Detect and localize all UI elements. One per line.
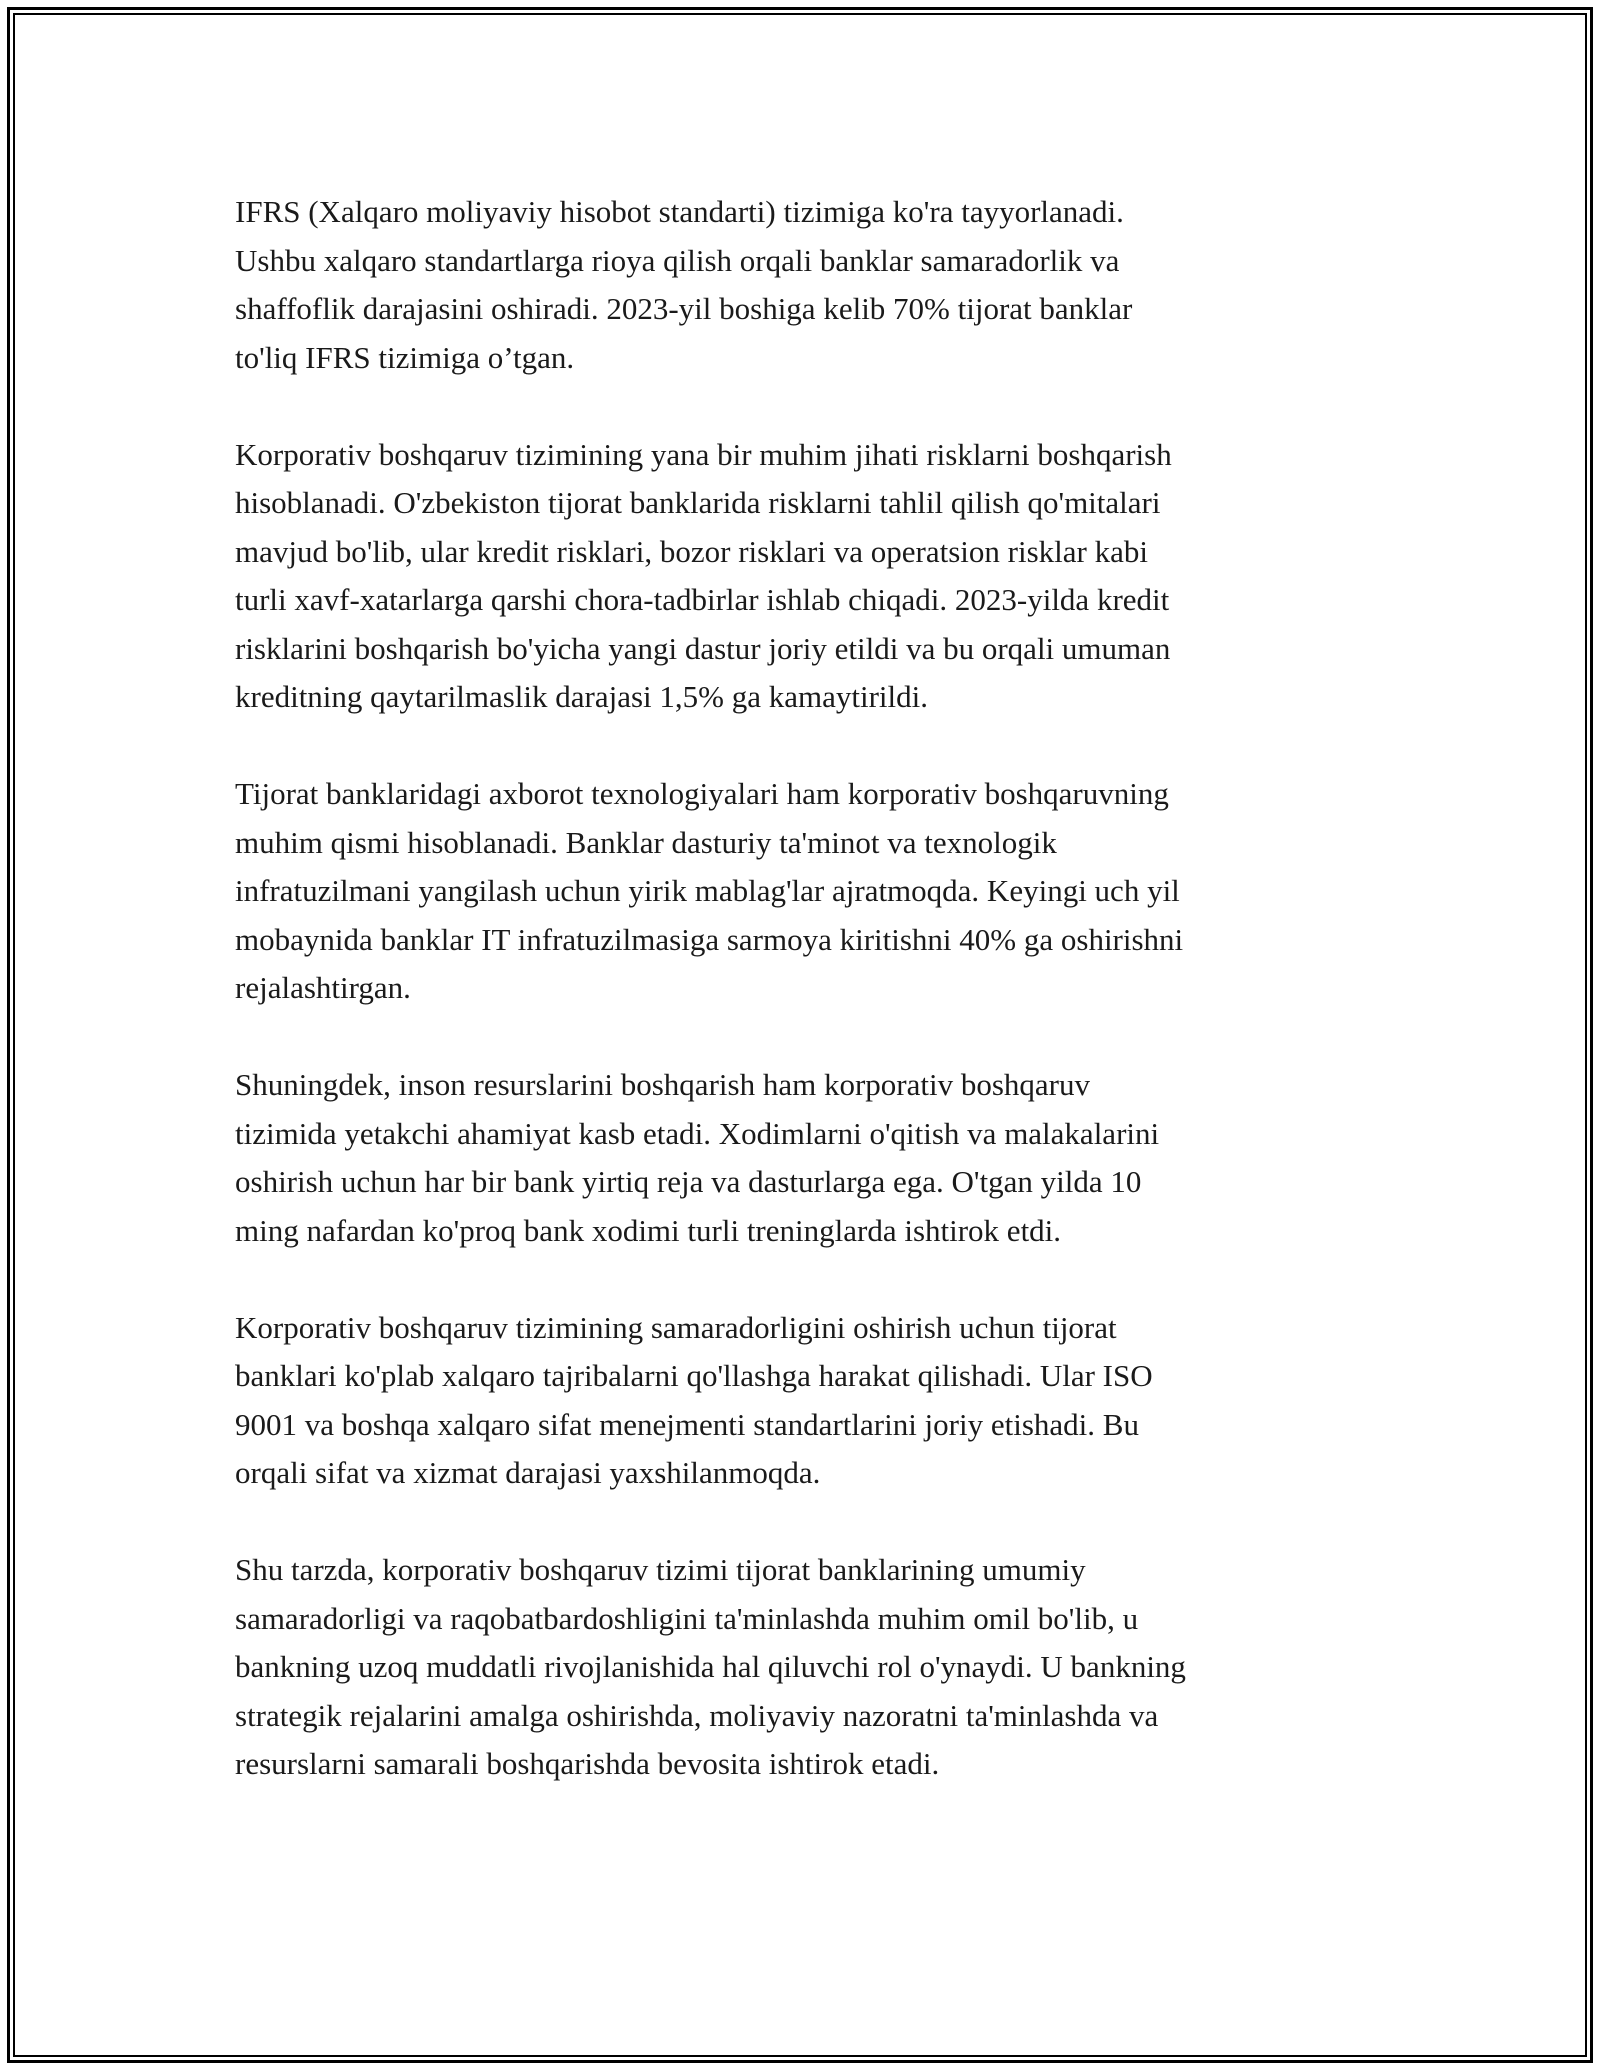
text-line: bankning uzoq muddatli rivojlanishida hal qiluvchi rol o'ynaydi. U bankning	[235, 1649, 1186, 1684]
text-line: risklarini boshqarish bo'yicha yangi dastur joriy etildi va bu orqali umuman	[235, 630, 1171, 666]
text-line: samaradorligi va raqobatbardoshligini ta'minlashda muhim omil bo'lib, u	[235, 1600, 1139, 1636]
text-line: Shu tarzda, korporativ boshqaruv tizimi tijorat banklarining umumiy	[235, 1552, 1086, 1587]
paragraph	[235, 1546, 1375, 1789]
text-line: tizimida yetakchi ahamiyat kasb etadi. Xodimlarni o'qitish va malakalarini	[235, 1115, 1160, 1151]
text-line: turli xavf-xatarlarga qarshi chora-tadbirlar ishlab chiqadi. 2023-yilda kredit	[235, 582, 1170, 617]
text-line: 9001 va boshqa xalqaro sifat menejmenti standartlarini joriy etishadi. Bu	[235, 1406, 1139, 1442]
text-line: Korporativ boshqaruv tizimining yana bir muhim jihati risklarni boshqarish	[235, 436, 1172, 472]
text-line: muhim qismi hisoblanadi. Banklar dasturiy ta'minot va texnologik	[235, 824, 1057, 860]
paragraph	[235, 1061, 1375, 1255]
text-line: mavjud bo'lib, ular kredit risklari, bozor risklari va operatsion risklar kabi	[235, 533, 1148, 569]
text-line: shaffoflik darajasini oshiradi. 2023-yil boshiga kelib 70% tijorat banklar	[235, 291, 1133, 326]
text-line: Ushbu xalqaro standartlarga rioya qilish orqali banklar samaradorlik va	[235, 242, 1120, 278]
text-line: strategik rejalarini amalga oshirishda, moliyaviy nazoratni ta'minlashda va	[235, 1697, 1159, 1733]
text-line: kreditning qaytarilmaslik darajasi 1,5% ga kamaytirildi.	[235, 679, 929, 714]
text-line: oshirish uchun har bir bank yirtiq reja va dasturlarga ega. O'tgan yilda 10	[235, 1164, 1142, 1199]
text-line: IFRS (Xalqaro moliyaviy hisobot standarti) tizimiga ko'ra tayyorlanadi.	[235, 194, 1124, 229]
text-line: Tijorat banklaridagi axborot texnologiyalari ham korporativ boshqaruvning	[235, 776, 1169, 811]
text-line: rejalashtirgan.	[235, 970, 411, 1005]
document-body	[235, 188, 1375, 1837]
paragraph	[235, 1304, 1375, 1498]
paragraph	[235, 188, 1375, 382]
text-line: Shuningdek, inson resurslarini boshqarish ham korporativ boshqaruv	[235, 1067, 1090, 1102]
text-line: mobaynida banklar IT infratuzilmasiga sarmoya kiritishni 40% ga oshirishni	[235, 921, 1184, 957]
text-line: orqali sifat va xizmat darajasi yaxshilanmoqda.	[235, 1455, 821, 1490]
text-line: banklari ko'plab xalqaro tajribalarni qo'llashga harakat qilishadi. Ular ISO	[235, 1358, 1153, 1393]
text-line: Korporativ boshqaruv tizimining samaradorligini oshirish uchun tijorat	[235, 1309, 1117, 1345]
paragraph	[235, 770, 1375, 1013]
paragraph	[235, 431, 1375, 722]
text-line: ming nafardan ko'proq bank xodimi turli treninglarda ishtirok etdi.	[235, 1212, 1062, 1248]
text-line: hisoblanadi. O'zbekiston tijorat banklarida risklarni tahlil qilish qo'mitalari	[235, 485, 1161, 520]
text-line: to'liq IFRS tizimiga o’tgan.	[235, 339, 575, 375]
text-line: infratuzilmani yangilash uchun yirik mablag'lar ajratmoqda. Keyingi uch yil	[235, 873, 1180, 908]
text-line: resurslarni samarali boshqarishda bevosita ishtirok etadi.	[235, 1746, 940, 1781]
